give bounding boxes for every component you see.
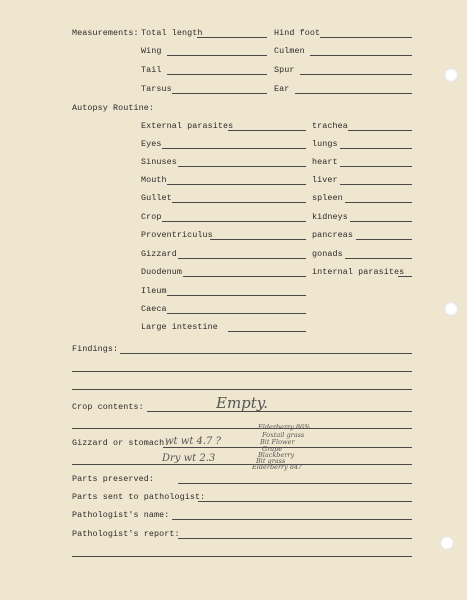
autopsy-right-line [345,202,412,203]
autopsy-left-line [228,130,306,131]
findings-label: Findings: [72,344,119,354]
autopsy-left-item: Gullet [141,193,172,203]
crop-contents-value: Empty. [216,394,269,412]
autopsy-right-item: lungs [312,139,338,149]
pathologist-report-line [178,538,412,539]
pathologist-name-label: Pathologist's name: [72,510,170,520]
culmen-line [310,55,412,56]
autopsy-left-line [162,221,306,222]
hind-foot-label: Hind foot [274,28,321,38]
tarsus-label: Tarsus [141,84,172,94]
autopsy-left-item: Ileum [141,286,167,296]
autopsy-right-item: liver [312,175,338,185]
findings-line [120,353,412,354]
autopsy-right-line [340,184,412,185]
parts-preserved-label: Parts preserved: [72,474,155,484]
gizzard-note: Elderberry 86% [258,423,311,431]
autopsy-left-line [183,276,306,277]
autopsy-left-line [172,202,306,203]
measurements-heading: Measurements: [72,28,139,38]
gizzard-line [163,447,412,448]
autopsy-heading: Autopsy Routine: [72,103,155,113]
total-length-label: Total length [141,28,203,38]
gizzard-note: Blackberry [258,451,295,459]
total-length-line [197,37,267,38]
autopsy-right-item: spleen [312,193,343,203]
autopsy-left-item: Large intestine [141,322,218,332]
autopsy-right-line [398,276,412,277]
gizzard-line [72,464,412,465]
autopsy-left-line [178,166,306,167]
autopsy-left-line [167,313,306,314]
crop-contents-line [72,428,412,429]
autopsy-left-item: Caeca [141,304,167,314]
autopsy-left-item: Eyes [141,139,162,149]
ear-line [295,93,412,94]
pathologist-name-line [172,519,412,520]
findings-line [72,389,412,390]
tail-line [167,74,267,75]
parts-sent-label: Parts sent to pathologist: [72,492,206,502]
gizzard-note: Foxtail grass [262,431,305,439]
autopsy-right-line [345,258,412,259]
crop-contents-label: Crop contents: [72,402,144,412]
ear-label: Ear [274,84,290,94]
autopsy-left-item: Mouth [141,175,167,185]
gizzard-label: Gizzard or stomach: [72,438,170,448]
culmen-label: Culmen [274,46,305,56]
gizzard-wet-weight: wt wt 4.7 ? [165,436,221,447]
autopsy-right-line [348,130,412,131]
gizzard-note: Grape [262,445,283,453]
wing-label: Wing [141,46,162,56]
autopsy-left-item: Gizzard [141,249,177,259]
tail-label: Tail [141,65,162,75]
autopsy-right-item: pancreas [312,230,354,240]
hind-foot-line [320,37,412,38]
autopsy-right-line [356,239,412,240]
autopsy-right-line [340,166,412,167]
pathologist-report-line [72,556,412,557]
gizzard-dry-weight: Dry wt 2.3 [162,453,216,464]
autopsy-right-item: internal parasites [312,267,405,277]
autopsy-left-line [167,295,306,296]
autopsy-left-item: Crop [141,212,162,222]
gizzard-note: Bit Flower [260,438,295,446]
parts-preserved-line [178,483,412,484]
punch-hole-bottom [440,536,454,550]
autopsy-right-item: kidneys [312,212,348,222]
spur-line [300,74,412,75]
autopsy-left-item: Duodenum [141,267,183,277]
findings-line [72,371,412,372]
autopsy-left-line [162,148,306,149]
spur-label: Spur [274,65,295,75]
punch-hole-top [444,68,458,82]
gizzard-note: Elderberry 84? [252,463,302,471]
autopsy-right-line [350,221,412,222]
autopsy-right-line [340,148,412,149]
autopsy-left-line [167,184,306,185]
autopsy-left-item: External parasites [141,121,234,131]
autopsy-left-line [210,239,306,240]
autopsy-right-item: gonads [312,249,343,259]
tarsus-line [172,93,267,94]
autopsy-right-item: heart [312,157,338,167]
autopsy-left-item: Proventriculus [141,230,213,240]
autopsy-right-item: trachea [312,121,348,131]
autopsy-left-line [228,331,306,332]
wing-line [167,55,267,56]
gizzard-note: Bit grass [256,457,286,465]
punch-hole-middle [444,302,458,316]
autopsy-left-item: Sinuses [141,157,177,167]
autopsy-left-line [178,258,306,259]
pathologist-report-label: Pathologist's report: [72,529,180,539]
parts-sent-line [198,501,412,502]
crop-contents-line [147,411,412,412]
